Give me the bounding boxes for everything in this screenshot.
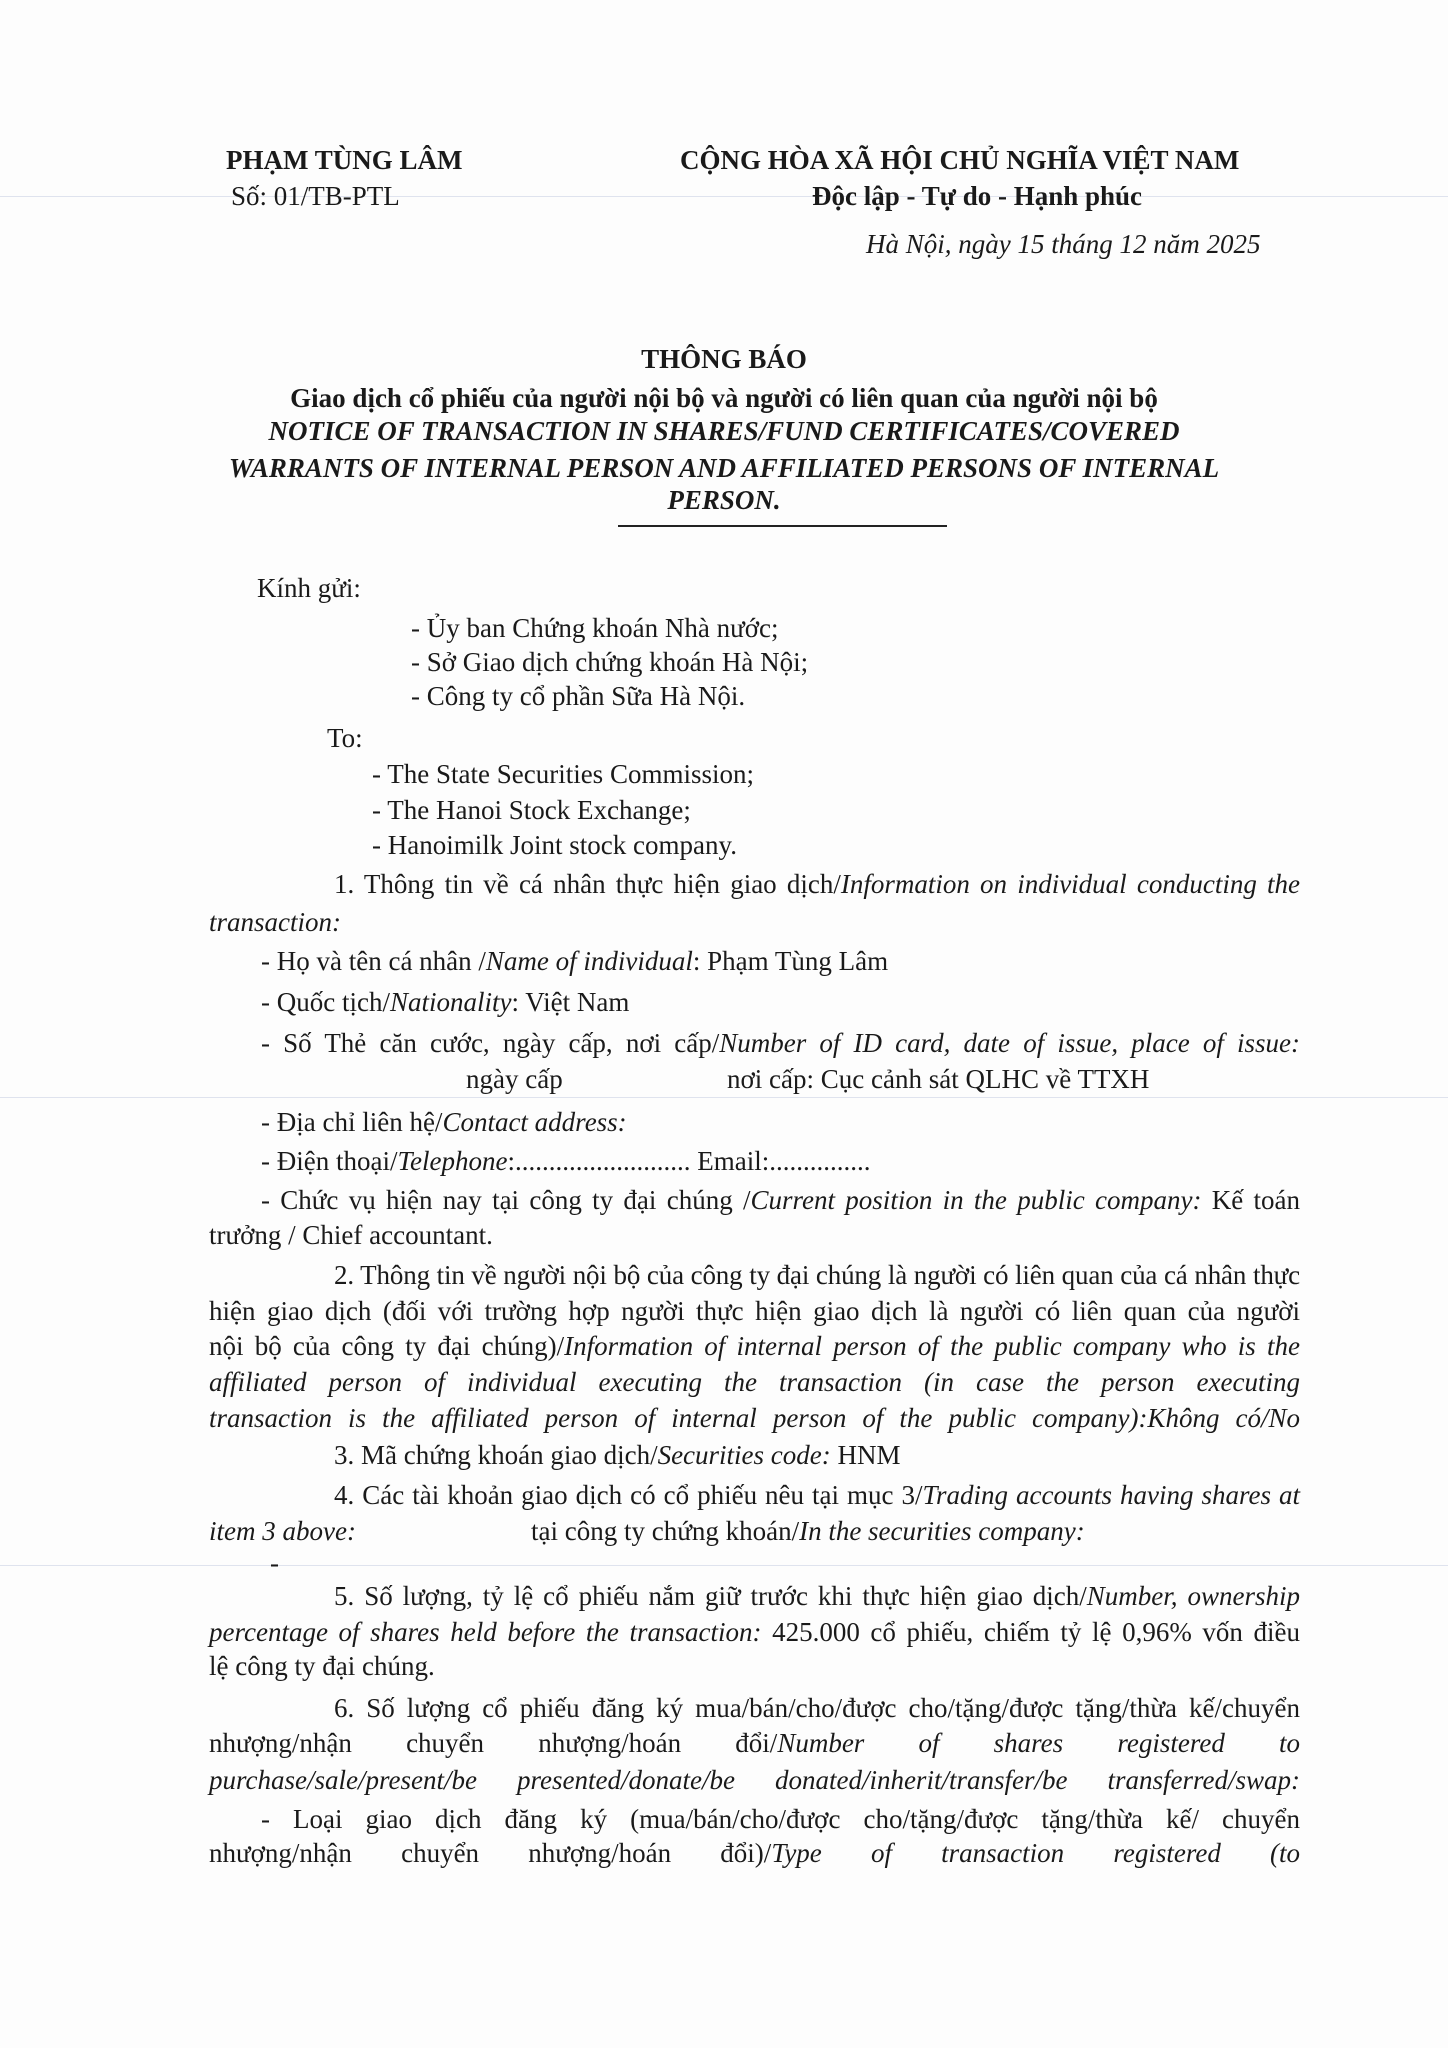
text-line: [411, 610, 778, 646]
italic-text-segment: item 3 above:: [209, 1516, 356, 1546]
text-segment: - Số Thẻ căn cước, ngày cấp, nơi cấp/: [261, 1028, 720, 1058]
place-and-date: Hà Nội, ngày 15 tháng 12 năm 2025: [866, 229, 1261, 259]
text-line: [411, 644, 808, 680]
italic-text-segment: transaction:: [209, 907, 341, 937]
text-segment: hiện giao dịch (đối với trường hợp người thực hiện giao dịch là người có liên quan của người: [209, 1296, 1300, 1326]
italic-text-segment: WARRANTS OF INTERNAL PERSON AND AFFILIATED PERSONS OF INTERNAL: [228, 453, 1220, 483]
text-line: [0, 380, 1448, 416]
text-segment: - The Hanoi Stock Exchange;: [372, 795, 691, 825]
text-segment: - Loại giao dịch đăng ký (mua/bán/cho/được cho/tặng/được tặng/thừa kế/ chuyển: [261, 1804, 1300, 1834]
text-segment: 6. Số lượng cổ phiếu đăng ký mua/bán/cho/được cho/tặng/được tặng/thừa kế/chuyển: [334, 1693, 1300, 1723]
text-segment: - Công ty cổ phần Sữa Hà Nội.: [411, 681, 746, 711]
italic-text-segment: Number of shares registered to: [777, 1728, 1301, 1758]
text-segment: - The State Securities Commission;: [372, 759, 754, 789]
text-line: [209, 1513, 356, 1549]
text-segment: :.......................... Email:...............: [507, 1146, 871, 1176]
text-segment: trưởng / Chief accountant.: [209, 1220, 493, 1250]
text-line: [327, 720, 363, 756]
text-segment: -: [270, 1548, 279, 1578]
text-line: [209, 1400, 1300, 1436]
text-line: [334, 1257, 1300, 1293]
italic-text-segment: Securities code:: [657, 1440, 831, 1470]
text-segment: To:: [327, 723, 363, 753]
text-line: [727, 1061, 1149, 1097]
text-segment: ngày cấp: [466, 1064, 563, 1094]
text-line: [209, 1648, 435, 1684]
text-line: [209, 1762, 1300, 1798]
text-line: [261, 1182, 1300, 1218]
text-segment: 1. Thông tin về cá nhân thực hiện giao dịch/: [334, 869, 841, 899]
text-segment: - Họ và tên cá nhân /: [261, 946, 486, 976]
italic-text-segment: affiliated person of individual executing the transaction (in case the person executing: [209, 1367, 1300, 1397]
text-line: [466, 1061, 563, 1097]
sender-name: PHẠM TÙNG LÂM: [226, 145, 463, 175]
text-line: [531, 1513, 1085, 1549]
text-line: [261, 1801, 1300, 1837]
scan-line: [0, 196, 1448, 197]
scan-line: [0, 1565, 1448, 1566]
text-line: [261, 1104, 627, 1140]
text-line: [261, 943, 888, 979]
text-segment: - Quốc tịch/: [261, 987, 390, 1017]
document-number: Số: 01/TB-PTL: [231, 181, 400, 211]
text-segment: 3. Mã chứng khoán giao dịch/: [334, 1440, 658, 1470]
text-segment: THÔNG BÁO: [641, 344, 807, 374]
italic-text-segment: In the securities company:: [799, 1516, 1085, 1546]
text-segment: Kính gửi:: [257, 573, 361, 603]
text-line: [0, 341, 1448, 377]
scan-line: [0, 1097, 1448, 1098]
text-line: [334, 866, 1300, 902]
text-segment: Giao dịch cổ phiếu của người nội bộ và người có liên quan của người nội bộ: [290, 383, 1158, 413]
text-line: [334, 1690, 1300, 1726]
text-line: [261, 1143, 870, 1179]
national-title: CỘNG HÒA XÃ HỘI CHỦ NGHĨA VIỆT NAM: [680, 145, 1240, 175]
text-segment: 2. Thông tin về người nội bộ của công ty đại chúng là người có liên quan của cá nhân thực: [334, 1260, 1300, 1290]
text-segment: - Điện thoại/: [261, 1146, 398, 1176]
text-line: [334, 1578, 1300, 1614]
text-line: [0, 450, 1448, 486]
text-segment: - Sở Giao dịch chứng khoán Hà Nội;: [411, 647, 809, 677]
text-line: [209, 1614, 1300, 1650]
text-segment: - Ủy ban Chứng khoán Nhà nước;: [411, 613, 779, 643]
italic-text-segment: transaction is the affiliated person of internal person of the public company):Không có/No: [209, 1403, 1300, 1433]
text-line: [209, 1328, 1300, 1364]
text-line: [209, 1293, 1300, 1329]
text-line: [209, 1725, 1300, 1761]
text-segment: nơi cấp: Cục cảnh sát QLHC về TTXH: [727, 1064, 1150, 1094]
text-line: [0, 413, 1448, 449]
text-line: [209, 1217, 493, 1253]
text-segment: Kế toán: [1201, 1185, 1300, 1215]
italic-text-segment: percentage of shares held before the transaction:: [209, 1617, 762, 1647]
italic-text-segment: Type of transaction registered (to: [771, 1838, 1300, 1868]
title-underline: [618, 525, 947, 527]
text-segment: HNM: [830, 1440, 901, 1470]
text-segment: 425.000 cổ phiếu, chiếm tỷ lệ 0,96% vốn điều: [761, 1617, 1300, 1647]
italic-text-segment: purchase/sale/present/be presented/donate/be donated/inherit/transfer/be transferred/swap:: [209, 1765, 1300, 1795]
national-motto: Độc lập - Tự do - Hạnh phúc: [812, 181, 1143, 211]
text-line: [270, 1545, 279, 1581]
text-line: [209, 904, 341, 940]
text-segment: - Chức vụ hiện nay tại công ty đại chúng /: [261, 1185, 751, 1215]
text-segment: - Hanoimilk Joint stock company.: [372, 830, 737, 860]
text-segment: nội bộ của công ty đại chúng)/: [209, 1331, 565, 1361]
text-segment: : Việt Nam: [511, 987, 630, 1017]
italic-text-segment: Trading accounts having shares at: [922, 1480, 1300, 1510]
text-line: [372, 827, 737, 863]
text-segment: 4. Các tài khoản giao dịch có cổ phiếu nêu tại mục 3/: [334, 1480, 923, 1510]
italic-text-segment: Number of ID card, date of issue, place of issue:: [719, 1028, 1300, 1058]
italic-text-segment: PERSON.: [667, 485, 781, 515]
text-segment: - Địa chỉ liên hệ/: [261, 1107, 443, 1137]
text-line: [261, 984, 629, 1020]
italic-text-segment: Contact address:: [442, 1107, 627, 1137]
italic-text-segment: Information of internal person of the public company who is the: [564, 1331, 1300, 1361]
italic-text-segment: Name of individual: [485, 946, 693, 976]
text-line: [411, 678, 745, 714]
text-segment: nhượng/nhận chuyển nhượng/hoán đổi)/: [209, 1838, 772, 1868]
text-segment: lệ công ty đại chúng.: [209, 1651, 435, 1681]
italic-text-segment: Nationality: [389, 987, 512, 1017]
italic-text-segment: Current position in the public company:: [750, 1185, 1202, 1215]
text-line: [334, 1477, 1300, 1513]
text-segment: tại công ty chứng khoán/: [531, 1516, 800, 1546]
italic-text-segment: Number, ownership: [1086, 1581, 1300, 1611]
italic-text-segment: NOTICE OF TRANSACTION IN SHARES/FUND CERTIFICATES/COVERED: [268, 416, 1180, 446]
text-line: [261, 1025, 1300, 1061]
italic-text-segment: Information on individual conducting the: [840, 869, 1300, 899]
text-segment: nhượng/nhận chuyển nhượng/hoán đổi/: [209, 1728, 778, 1758]
text-line: [372, 792, 691, 828]
text-segment: : Phạm Tùng Lâm: [692, 946, 889, 976]
text-line: [0, 482, 1448, 518]
text-line: [209, 1835, 1300, 1871]
text-line: [209, 1364, 1300, 1400]
text-line: [257, 570, 361, 606]
text-segment: 5. Số lượng, tỷ lệ cổ phiếu nắm giữ trước khi thực hiện giao dịch/: [334, 1581, 1087, 1611]
text-line: [372, 756, 754, 792]
italic-text-segment: Telephone: [397, 1146, 508, 1176]
text-line: [334, 1437, 901, 1473]
